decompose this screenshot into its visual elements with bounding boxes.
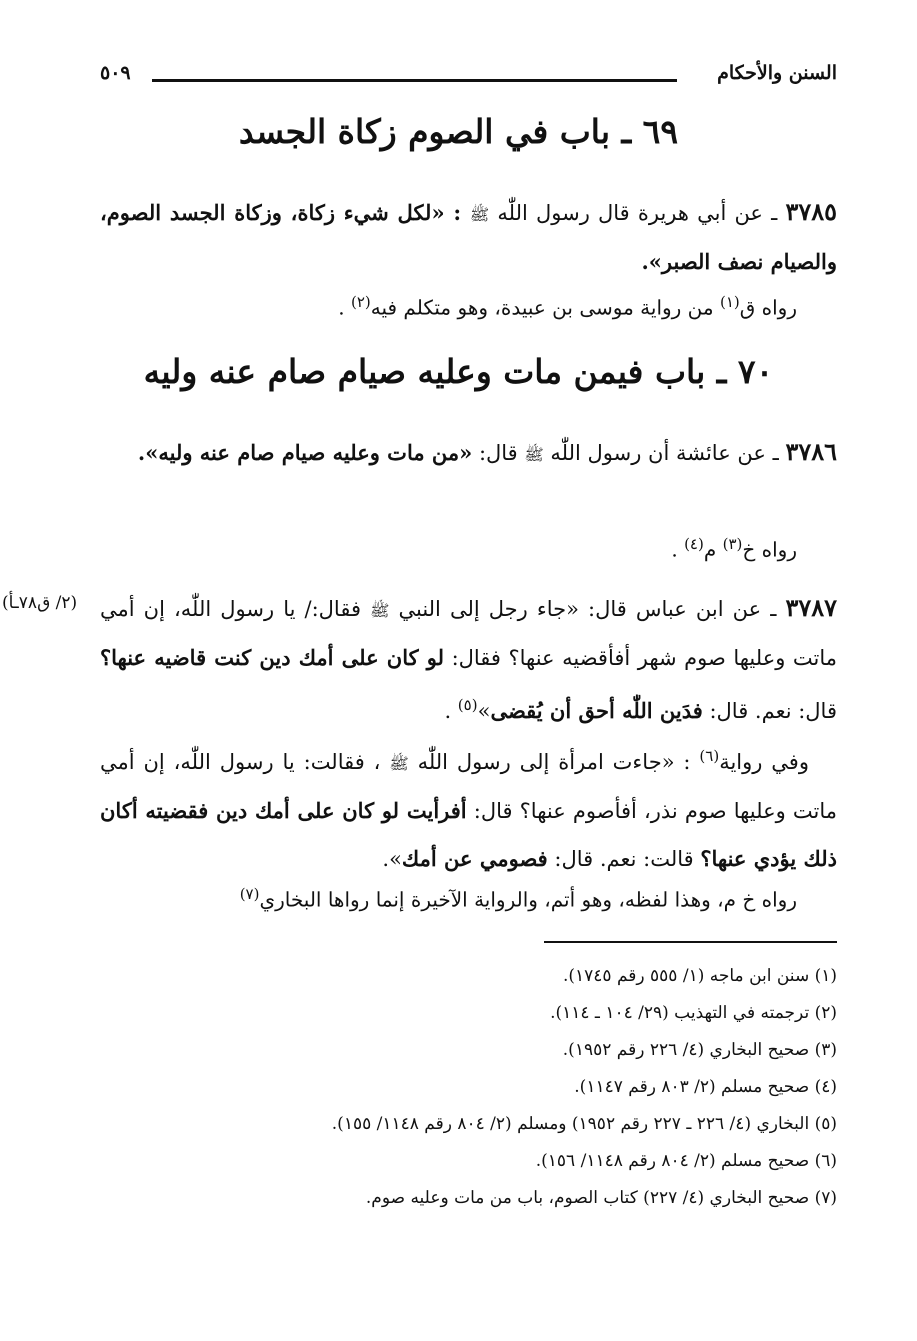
- hadith-text: قال: نعم. قال:: [702, 699, 837, 723]
- hadith-bold-text: لو كان على أمك دين كنت قاضيه عنها؟: [100, 645, 445, 670]
- hadith-3785-source: [338, 293, 797, 320]
- footnote: (١) سنن ابن ماجه (١/ ٥٥٥ رقم ١٧٤٥).: [562, 966, 837, 986]
- footnote-ref: (٣): [722, 535, 743, 553]
- page-number: ٥٠٩: [100, 62, 131, 84]
- riwaya-label: وفي رواية: [719, 750, 809, 774]
- hadith-3785: [100, 188, 837, 286]
- chapter-heading-69: ٦٩ ـ باب في الصوم زكاة الجسد: [238, 112, 679, 151]
- source-text: من رواية موسى بن عبيدة، وهو متكلم فيه: [370, 295, 720, 320]
- footnote-ref: (٤): [684, 535, 704, 553]
- salutation-glyph: ﷺ: [524, 445, 544, 464]
- hadith-text: .: [444, 699, 458, 723]
- hadith-3786: [100, 428, 837, 478]
- riwaya-text: : «جاءت امرأة إلى رسول اللّٰه: [408, 750, 700, 774]
- hadith-quote: «من مات وعليه صيام صام عنه وليه».: [137, 440, 473, 465]
- footnote: (٦) صحيح مسلم (٢/ ٨٠٤ رقم ١١٤٨/ ١٥٦).: [535, 1151, 837, 1171]
- hadith-number: ٣٧٨٧: [785, 593, 837, 622]
- footnote: (٤) صحيح مسلم (٢/ ٨٠٣ رقم ١١٤٧).: [574, 1077, 837, 1097]
- source-text: رواه خ م، وهذا لفظه، وهو أتم، والرواية الآخيرة إنما رواها البخاري: [259, 887, 797, 912]
- footnote: (٧) صحيح البخاري (٤/ ٢٢٧) كتاب الصوم، باب من مات وعليه صوم.: [365, 1188, 837, 1208]
- riwaya-text: ، فقالت: يا رسول اللّٰه، إن أمي ماتت وعليها صوم نذر، أفأصوم عنها؟ قال:: [100, 750, 837, 823]
- footnote-separator: [544, 941, 837, 943]
- salutation-glyph: ﷺ: [469, 205, 490, 224]
- hadith-number: ٣٧٨٦: [785, 437, 837, 466]
- hadith-text: ـ عن ابن عباس قال: «جاء رجل إلى النبي: [389, 597, 786, 621]
- hadith-number: ٣٧٨٥: [785, 197, 837, 226]
- footnote: (٣) صحيح البخاري (٤/ ٢٢٦ رقم ١٩٥٢).: [562, 1040, 837, 1060]
- manuscript-margin-note: (٢/ ق٧٨ـأ): [2, 593, 78, 613]
- riwaya-text: قالت: نعم. قال:: [547, 847, 701, 871]
- hadith-bold-text: فدَين اللّٰه أحق أن يُقضى: [490, 698, 703, 723]
- header-rule: [152, 79, 677, 82]
- hadith-intro: ـ عن عائشة أن رسول اللّٰه: [543, 441, 786, 465]
- source-text: رواه خ: [742, 537, 797, 562]
- riwaya-bold-text: أفرأيت لو كان على أمك دين فقضيته أكان ذلك يؤدي عنها؟: [100, 798, 837, 871]
- hadith-quote: : «لكل شيء زكاة، وزكاة الجسد الصوم، والصيام نصف الصبر».: [100, 200, 837, 274]
- chapter-heading-70: ٧٠ ـ باب فيمن مات وعليه صيام صام عنه وليه: [143, 352, 774, 391]
- hadith-3786-source: [671, 535, 797, 562]
- hadith-said: قال:: [472, 441, 525, 465]
- running-header: [100, 62, 837, 98]
- footnote-ref: (٥): [457, 696, 478, 714]
- source-text: .: [338, 295, 351, 320]
- footnote-ref: (٦): [699, 747, 720, 765]
- source-text: م: [703, 537, 723, 562]
- footnote-ref: (٢): [350, 293, 371, 311]
- footnotes-list: [120, 958, 837, 1217]
- source-text: رواه ق: [739, 295, 797, 320]
- salutation-glyph: ﷺ: [389, 754, 409, 773]
- footnote-ref: (٧): [239, 885, 260, 903]
- hadith-3787: [100, 584, 837, 735]
- salutation-glyph: ﷺ: [370, 601, 390, 620]
- footnote-ref: (١): [719, 293, 740, 311]
- footnote: (٢) ترجمته في التهذيب (٢٩/ ١٠٤ ـ ١١٤).: [550, 1003, 837, 1023]
- hadith-text: »: [477, 699, 491, 723]
- hadith-text: فقال:/ يا رسول اللّٰه، إن أمي ماتت وعليها صوم شهر أفأقضيه عنها؟ فقال:: [100, 597, 837, 670]
- footnote: (٥) البخاري (٤/ ٢٢٦ ـ ٢٢٧ رقم ١٩٥٢) ومسلم (٢/ ٨٠٤ رقم ١١٤٨/ ١٥٥).: [331, 1114, 837, 1134]
- riwaya-text: ».: [382, 847, 402, 871]
- book-title: السنن والأحكام: [717, 62, 837, 84]
- source-text: .: [671, 537, 685, 562]
- riwaya-bold-text: فصومي عن أمك: [401, 846, 548, 871]
- hadith-3787-riwaya: [100, 733, 837, 883]
- hadith-3787-source: [240, 885, 797, 912]
- hadith-intro: ـ عن أبي هريرة قال رسول اللّٰه: [489, 201, 786, 225]
